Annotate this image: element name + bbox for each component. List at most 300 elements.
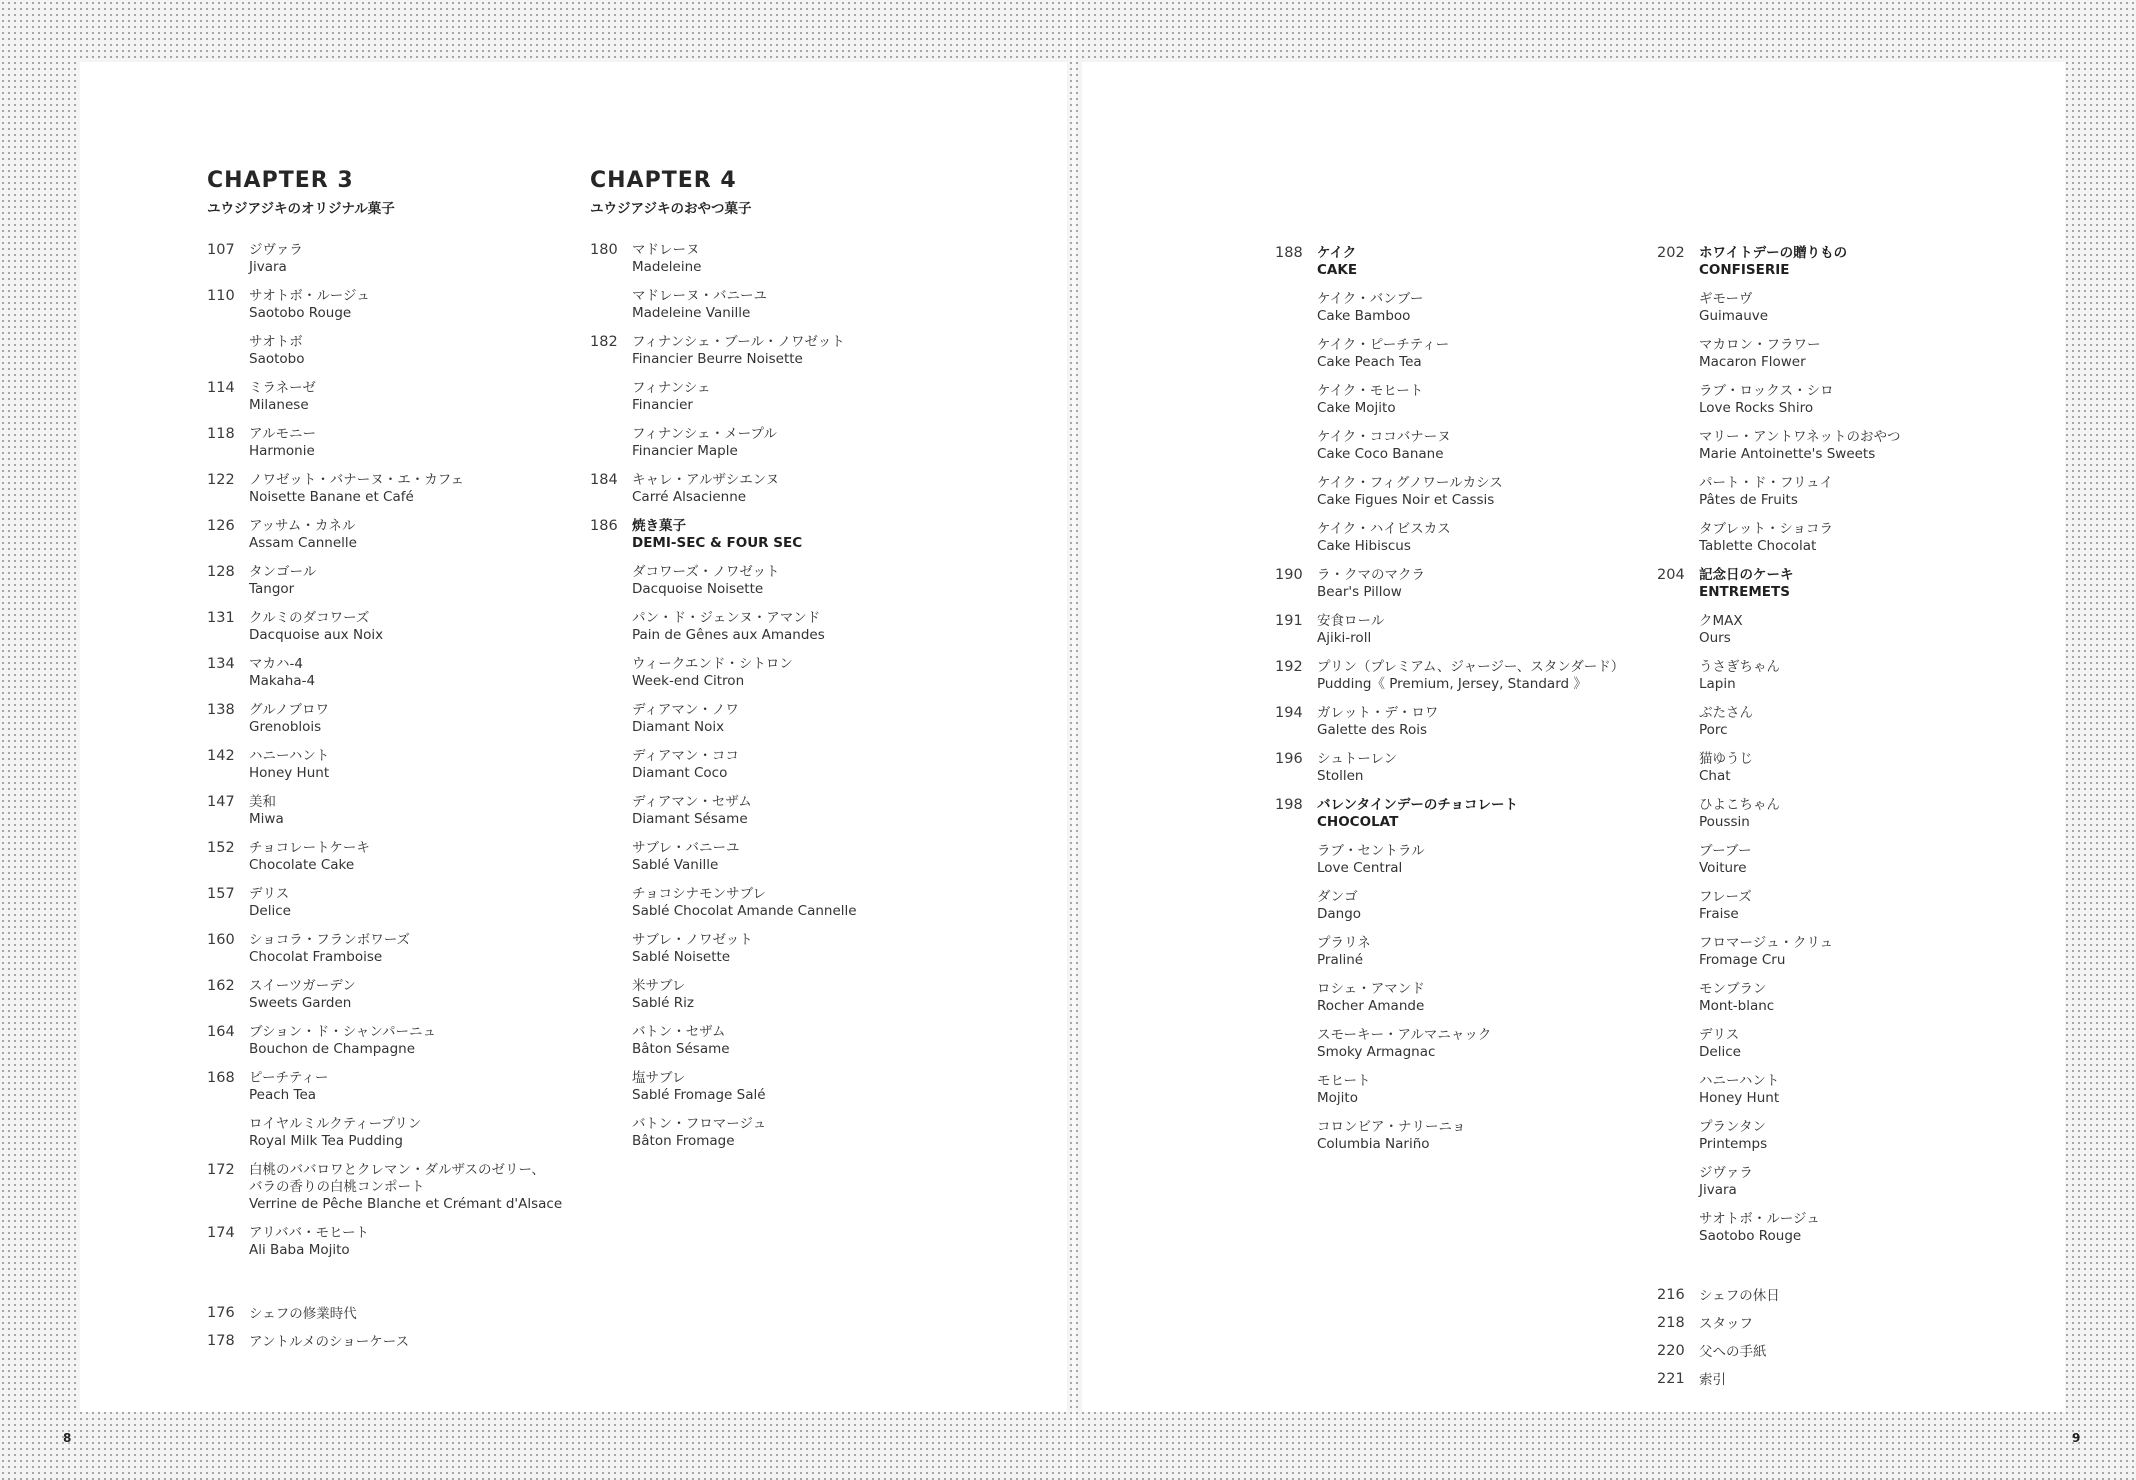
entry-text <box>1317 383 1624 417</box>
page-number <box>1657 1073 1699 1107</box>
french-title: Guimauve <box>1699 308 1769 324</box>
page-number: 186 <box>590 518 618 534</box>
japanese-title: フロマージュ・クリュ <box>1699 935 1834 951</box>
japanese-title: フィナンシェ <box>632 380 711 396</box>
french-title: Lapin <box>1699 676 1736 692</box>
japanese-title: ショコラ・フランボワーズ <box>249 932 411 948</box>
toc-entry <box>207 564 562 598</box>
japanese-title: サオトボ・ルージュ <box>249 288 370 304</box>
japanese-title: ひよこちゃん <box>1699 797 1780 813</box>
japanese-title: ハニーハント <box>249 748 330 764</box>
entry-text <box>1317 1073 1624 1107</box>
page-number <box>1275 889 1317 923</box>
page-number: 190 <box>1275 567 1303 583</box>
french-title: Macaron Flower <box>1699 354 1806 370</box>
toc-entry <box>207 794 562 828</box>
french-title: Honey Hunt <box>249 765 330 781</box>
page-gutter <box>1072 0 1076 1480</box>
japanese-title: ブーブー <box>1699 843 1752 859</box>
french-title: Jivara <box>1699 1182 1737 1198</box>
page-number <box>1657 705 1699 739</box>
japanese-title: 父への手紙 <box>1699 1344 1767 1360</box>
page-number: 168 <box>207 1070 235 1086</box>
french-title: Mojito <box>1317 1090 1358 1106</box>
japanese-title: ギモーヴ <box>1699 291 1753 307</box>
toc-entry <box>207 426 562 460</box>
japanese-title: サブレ・ノワゼット <box>632 932 753 948</box>
entry-text <box>632 334 857 368</box>
page-number <box>590 1024 632 1058</box>
japanese-title: バトン・セザム <box>632 1024 726 1040</box>
french-title: Poussin <box>1699 814 1750 830</box>
page-number <box>1275 337 1317 371</box>
page-number: 178 <box>207 1333 235 1349</box>
french-title: Miwa <box>249 811 284 827</box>
toc-entry <box>207 288 562 322</box>
toc-entry <box>207 472 562 506</box>
page-number <box>1275 475 1317 509</box>
page-number <box>1657 935 1699 969</box>
french-title: ENTREMETS <box>1699 584 1790 600</box>
french-title: Stollen <box>1317 768 1364 784</box>
japanese-title: 安食ロール <box>1317 613 1385 629</box>
japanese-title: アッサム・カネル <box>249 518 356 534</box>
toc-entry <box>1275 659 1624 693</box>
japanese-title: タブレット・ショコラ <box>1699 521 1834 537</box>
toc-entry <box>1275 843 1624 877</box>
page-number <box>1275 843 1317 877</box>
french-title: Cake Coco Banane <box>1317 446 1444 462</box>
toc-entry <box>207 1116 562 1150</box>
french-title: Columbia Nariño <box>1317 1136 1430 1152</box>
entry-text <box>1317 1027 1624 1061</box>
entry-text <box>249 656 562 690</box>
toc-entry <box>1657 1343 1901 1361</box>
french-title: Honey Hunt <box>1699 1090 1780 1106</box>
toc-entry <box>1657 429 1901 463</box>
entry-text <box>632 978 857 1012</box>
page-number: 182 <box>590 334 618 350</box>
entry-text <box>1699 1371 1901 1389</box>
toc-entry <box>1275 1119 1624 1153</box>
page-number <box>1657 337 1699 371</box>
toc-entry <box>207 886 562 920</box>
french-title: Fraise <box>1699 906 1739 922</box>
japanese-title: ケイク・モヒート <box>1317 383 1424 399</box>
japanese-title: シェフの休日 <box>1699 1288 1780 1304</box>
japanese-title: ぶたさん <box>1699 705 1753 721</box>
toc-entry <box>1657 1371 1901 1389</box>
japanese-title: マカハ-4 <box>249 656 303 672</box>
entry-text <box>1317 889 1624 923</box>
japanese-title-line-2: バラの香りの白桃コンポート <box>249 1179 425 1195</box>
toc-entry <box>1657 981 1901 1015</box>
french-title: Cake Figues Noir et Cassis <box>1317 492 1495 508</box>
toc-entry <box>590 748 857 782</box>
japanese-title: マカロン・フラワー <box>1699 337 1821 353</box>
japanese-title: ノワゼット・バナーヌ・エ・カフェ <box>249 472 465 488</box>
toc-entry <box>207 518 562 552</box>
toc-entry <box>1657 291 1901 325</box>
entry-text <box>632 656 857 690</box>
entry-text <box>1317 521 1624 555</box>
toc-entry <box>1657 1027 1901 1061</box>
french-title: Saotobo Rouge <box>249 305 352 321</box>
entry-text <box>1317 567 1624 601</box>
page-number: 147 <box>207 794 235 810</box>
entry-text <box>1317 429 1624 463</box>
french-title: Cake Hibiscus <box>1317 538 1411 554</box>
french-title: Bouchon de Champagne <box>249 1041 416 1057</box>
cake-chocolat-column <box>1275 245 1624 1165</box>
entry-text <box>1317 751 1624 785</box>
french-title: Voiture <box>1699 860 1747 876</box>
japanese-title: グルノブロワ <box>249 702 330 718</box>
entry-text <box>249 932 562 966</box>
entry-text <box>1699 981 1901 1015</box>
entry-text <box>1699 1287 1901 1305</box>
japanese-title: プランタン <box>1699 1119 1766 1135</box>
toc-entry <box>590 610 857 644</box>
toc-entry <box>590 426 857 460</box>
japanese-title: モンブラン <box>1699 981 1767 997</box>
toc-entry <box>1275 429 1624 463</box>
french-title: Verrine de Pêche Blanche et Crémant d'Alsace <box>249 1196 563 1212</box>
french-title: DEMI-SEC & FOUR SEC <box>632 535 803 551</box>
page-number: 122 <box>207 472 235 488</box>
french-title: Smoky Armagnac <box>1317 1044 1436 1060</box>
french-title: Chocolate Cake <box>249 857 355 873</box>
french-title: Assam Cannelle <box>249 535 357 551</box>
page-number: 157 <box>207 886 235 902</box>
page-number <box>590 886 632 920</box>
entry-text <box>632 794 857 828</box>
japanese-title: ケイク・フィグノワールカシス <box>1317 475 1503 491</box>
page-number <box>1275 291 1317 325</box>
entry-text <box>1317 935 1624 969</box>
toc-entry <box>1275 337 1624 371</box>
japanese-title: デリス <box>1699 1027 1740 1043</box>
entry-text <box>632 886 857 920</box>
french-title: Saotobo <box>249 351 305 367</box>
japanese-title: ケイク・ピーチティー <box>1317 337 1450 353</box>
toc-entry <box>1275 751 1624 785</box>
entry-text <box>1699 1211 1901 1245</box>
entry-text <box>249 978 562 1012</box>
french-title: Printemps <box>1699 1136 1768 1152</box>
toc-entry <box>1275 889 1624 923</box>
french-title: CONFISERIE <box>1699 262 1790 278</box>
toc-entry <box>207 334 562 368</box>
page-number: 184 <box>590 472 618 488</box>
toc-entry <box>590 1070 857 1104</box>
page-number: 194 <box>1275 705 1303 721</box>
japanese-title: ラ・クマのマクラ <box>1317 567 1425 583</box>
japanese-title: 記念日のケーキ <box>1699 567 1794 583</box>
french-title: Grenoblois <box>249 719 322 735</box>
entry-text <box>1699 567 1901 601</box>
toc-entry <box>1657 1315 1901 1333</box>
japanese-title: パン・ド・ジェンヌ・アマンド <box>632 610 821 626</box>
entry-text <box>249 748 562 782</box>
french-title: Cake Mojito <box>1317 400 1396 416</box>
toc-entry <box>1657 383 1901 417</box>
toc-entry <box>1657 475 1901 509</box>
toc-entry <box>1657 1287 1901 1305</box>
japanese-title: タンゴール <box>249 564 317 580</box>
japanese-title: シュトーレン <box>1317 751 1398 767</box>
toc-entry <box>590 656 857 690</box>
page-number <box>590 1116 632 1150</box>
page-number <box>1657 1211 1699 1245</box>
toc-entry <box>590 978 857 1012</box>
japanese-title: モヒート <box>1317 1073 1371 1089</box>
toc-entry <box>207 242 562 276</box>
japanese-title: アントルメのショーケース <box>249 1334 410 1350</box>
japanese-title: チョコシナモンサブレ <box>632 886 767 902</box>
toc-entry <box>590 380 857 414</box>
entry-text <box>632 1070 857 1104</box>
page-number <box>590 610 632 644</box>
japanese-title: プリン（プレミアム、ジャージー、スタンダード） <box>1317 659 1625 675</box>
page-number: 114 <box>207 380 235 396</box>
french-title: Delice <box>1699 1044 1741 1060</box>
entry-text <box>1699 797 1901 831</box>
page-number <box>590 1070 632 1104</box>
japanese-title: うさぎちゃん <box>1699 659 1780 675</box>
page-number <box>1657 751 1699 785</box>
confiserie-entremets-column <box>1657 245 1901 1399</box>
page-number-left: 8 <box>63 1431 72 1445</box>
toc-entry <box>1275 475 1624 509</box>
entry-text <box>632 748 857 782</box>
entry-text <box>1317 475 1624 509</box>
japanese-title: ミラネーゼ <box>249 380 316 396</box>
toc-entry <box>207 656 562 690</box>
page-number: 218 <box>1657 1315 1685 1331</box>
page-number <box>1657 889 1699 923</box>
japanese-title: ブション・ド・シャンパーニュ <box>249 1024 436 1040</box>
toc-entry <box>1657 337 1901 371</box>
page-number: 196 <box>1275 751 1303 767</box>
french-title: Tangor <box>249 581 295 597</box>
japanese-title: 焼き菓子 <box>632 518 686 534</box>
toc-entry <box>1275 613 1624 647</box>
japanese-title: キャレ・アルザシエンヌ <box>632 472 780 488</box>
chapter-3-title: CHAPTER 3 <box>207 168 354 193</box>
toc-entry <box>207 1333 562 1351</box>
toc-entry <box>207 1070 562 1104</box>
page-number <box>1275 429 1317 463</box>
page-number: 192 <box>1275 659 1303 675</box>
french-title: Financier Maple <box>632 443 738 459</box>
entry-text <box>632 1024 857 1058</box>
french-title: Bear's Pillow <box>1317 584 1402 600</box>
page-number <box>1275 981 1317 1015</box>
french-title: Harmonie <box>249 443 315 459</box>
entry-text <box>249 564 562 598</box>
toc-entry <box>590 932 857 966</box>
page-number <box>590 380 632 414</box>
entry-text <box>632 472 857 506</box>
chapter-3-column <box>207 168 562 1361</box>
french-title: Royal Milk Tea Pudding <box>249 1133 403 1149</box>
entry-text <box>249 886 562 920</box>
french-title: Sablé Chocolat Amande Cannelle <box>632 903 857 919</box>
entry-text <box>632 932 857 966</box>
french-title: Milanese <box>249 397 309 413</box>
entry-text <box>1699 613 1901 647</box>
column-4-extras <box>1657 1287 1901 1389</box>
entry-text <box>249 1225 562 1259</box>
page-number: 162 <box>207 978 235 994</box>
toc-entry <box>590 1116 857 1150</box>
entry-text <box>1699 889 1901 923</box>
chapter-3-subtitle: ユウジアジキのオリジナル菓子 <box>207 201 395 217</box>
entry-text <box>1699 1119 1901 1153</box>
toc-entry <box>590 794 857 828</box>
page-number: 152 <box>207 840 235 856</box>
entry-text <box>1699 1073 1901 1107</box>
entry-text <box>249 794 562 828</box>
japanese-title: ケイク・ハイビスカス <box>1317 521 1451 537</box>
japanese-title: ダンゴ <box>1317 889 1358 905</box>
japanese-title: チョコレートケーキ <box>249 840 370 856</box>
page-number <box>1657 1119 1699 1153</box>
toc-entry <box>590 702 857 736</box>
page-number: 220 <box>1657 1343 1685 1359</box>
entry-text <box>632 564 857 598</box>
entry-text <box>249 1333 562 1351</box>
toc-entry <box>1657 613 1901 647</box>
french-title: Diamant Coco <box>632 765 728 781</box>
entry-text <box>249 1070 562 1104</box>
french-title: Diamant Noix <box>632 719 725 735</box>
entry-text <box>632 380 857 414</box>
entry-text <box>1699 1027 1901 1061</box>
entry-text <box>249 242 562 276</box>
page-number: 221 <box>1657 1371 1685 1387</box>
japanese-title: ウィークエンド・シトロン <box>632 656 793 672</box>
entry-text <box>249 380 562 414</box>
toc-entry <box>590 334 857 368</box>
page-number: 160 <box>207 932 235 948</box>
french-title: Sablé Riz <box>632 995 694 1011</box>
french-title: Praliné <box>1317 952 1364 968</box>
page-number <box>1657 659 1699 693</box>
page-number <box>1657 521 1699 555</box>
entry-text <box>249 1162 562 1213</box>
toc-entry <box>590 288 857 322</box>
toc-entry <box>1275 521 1624 555</box>
chapter-3-extras <box>207 1305 562 1351</box>
japanese-title: アルモニー <box>249 426 316 442</box>
japanese-title: サオトボ <box>249 334 303 350</box>
entry-text <box>249 334 562 368</box>
page-number <box>1657 1165 1699 1199</box>
french-title: Week-end Citron <box>632 673 745 689</box>
entry-text <box>1317 659 1624 693</box>
entry-text <box>1699 1315 1901 1333</box>
french-title: Sablé Fromage Salé <box>632 1087 766 1103</box>
page-number: 180 <box>590 242 618 258</box>
japanese-title: クMAX <box>1699 613 1743 629</box>
page-number: 131 <box>207 610 235 626</box>
toc-entry <box>1657 889 1901 923</box>
french-title: Bâton Fromage <box>632 1133 735 1149</box>
japanese-title: ラブ・セントラル <box>1317 843 1425 859</box>
japanese-title: ピーチティー <box>249 1070 329 1086</box>
entry-text <box>1699 751 1901 785</box>
french-title: Pâtes de Fruits <box>1699 492 1798 508</box>
french-title: Porc <box>1699 722 1728 738</box>
french-title: Marie Antoinette's Sweets <box>1699 446 1876 462</box>
japanese-title: バトン・フロマージュ <box>632 1116 767 1132</box>
page-number <box>590 932 632 966</box>
page-number <box>590 426 632 460</box>
entry-text <box>249 288 562 322</box>
chapter-4-title: CHAPTER 4 <box>590 168 737 193</box>
entry-text <box>632 840 857 874</box>
french-title: Love Rocks Shiro <box>1699 400 1814 416</box>
page-number <box>1275 383 1317 417</box>
french-title: Saotobo Rouge <box>1699 1228 1802 1244</box>
japanese-title: ケイク・ココバナーヌ <box>1317 429 1451 445</box>
page-number <box>590 564 632 598</box>
page-number <box>1275 1027 1317 1061</box>
toc-entry <box>1657 705 1901 739</box>
french-title: Dango <box>1317 906 1362 922</box>
toc-section-entry <box>1275 245 1624 279</box>
japanese-title: フレーズ <box>1699 889 1752 905</box>
toc-entry <box>590 564 857 598</box>
japanese-title: クルミのダコワーズ <box>249 610 370 626</box>
french-title: Chat <box>1699 768 1731 784</box>
entry-text <box>632 518 857 552</box>
entry-text <box>1699 935 1901 969</box>
toc-entry <box>1657 521 1901 555</box>
french-title: Ajiki-roll <box>1317 630 1372 646</box>
page-number <box>1657 475 1699 509</box>
page-number <box>1275 1119 1317 1153</box>
entry-text <box>249 518 562 552</box>
page-number <box>1657 1027 1699 1061</box>
japanese-title: フィナンシェ・ブール・ノワゼット <box>632 334 845 350</box>
column-4-entries <box>1657 245 1901 1245</box>
toc-entry <box>1657 1073 1901 1107</box>
entry-text <box>1699 337 1901 371</box>
toc-entry <box>207 1162 562 1213</box>
toc-entry <box>207 748 562 782</box>
french-title: Sablé Vanille <box>632 857 719 873</box>
page-number <box>1275 521 1317 555</box>
japanese-title: ケイク・バンブー <box>1317 291 1424 307</box>
toc-entry <box>207 1305 562 1323</box>
japanese-title: ダコワーズ・ノワゼット <box>632 564 780 580</box>
column-3-entries <box>1275 245 1624 1153</box>
entry-text <box>249 610 562 644</box>
entry-text <box>249 472 562 506</box>
toc-entry <box>1275 981 1624 1015</box>
entry-text <box>1699 429 1901 463</box>
toc-entry <box>1657 1211 1901 1245</box>
page-number: 118 <box>207 426 235 442</box>
japanese-title: ディアマン・ココ <box>632 748 739 764</box>
french-title: Madeleine <box>632 259 702 275</box>
french-title: Carré Alsacienne <box>632 489 747 505</box>
french-title: Financier Beurre Noisette <box>632 351 803 367</box>
japanese-title: ケイク <box>1317 245 1357 261</box>
